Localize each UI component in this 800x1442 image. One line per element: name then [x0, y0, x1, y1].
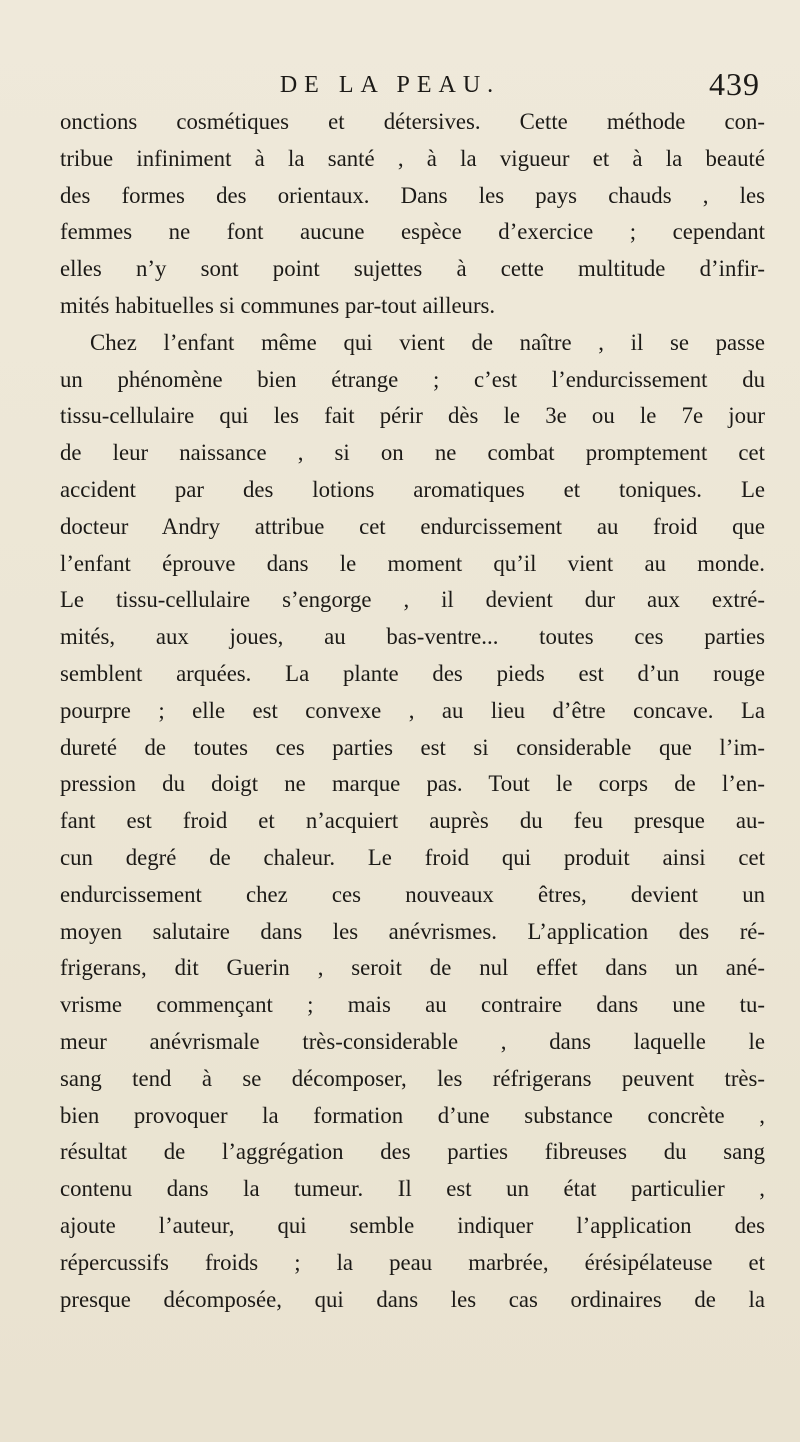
text-line: bien provoquer la formation d’une substance concrète ,: [60, 1102, 765, 1128]
text-line: endurcissement chez ces nouveaux êtres, devient un: [60, 881, 765, 907]
text-line: tribue infiniment à la santé , à la vigueur et à la beauté: [60, 145, 765, 171]
text-line: mités habituelles si communes par-tout ailleurs.: [60, 292, 496, 318]
text-line: pression du doigt ne marque pas. Tout le corps de l’en-: [60, 771, 765, 797]
text-line: un phénomène bien étrange ; c’est l’endurcissement du: [60, 366, 765, 392]
text-line: tissu-cellulaire qui les fait périr dès le 3e ou le 7e jour: [60, 403, 765, 429]
paragraph-start-line: Chez l’enfant même qui vient de naître , il se passe: [90, 329, 765, 355]
text-line: onctions cosmétiques et détersives. Cette méthode con-: [60, 109, 765, 134]
page-number: 439: [709, 66, 760, 102]
text-line: Le tissu-cellulaire s’engorge , il devient dur aux extré-: [60, 587, 765, 613]
running-head: [60, 66, 760, 106]
text-line: meur anévrismale très-considerable , dans laquelle le: [60, 1028, 765, 1054]
text-line: mités, aux joues, au bas-ventre... toutes ces parties: [60, 624, 765, 650]
text-line: accident par des lotions aromatiques et toniques. Le: [60, 476, 765, 502]
text-line: cun degré de chaleur. Le froid qui produit ainsi cet: [60, 844, 765, 870]
text-line: presque décomposée, qui dans les cas ordinaires de la: [60, 1286, 765, 1312]
text-line: elles n’y sont point sujettes à cette multitude d’infir-: [60, 256, 765, 282]
text-line: contenu dans la tumeur. Il est un état particulier ,: [60, 1176, 765, 1202]
text-line: résultat de l’aggrégation des parties fibreuses du sang: [60, 1139, 765, 1165]
text-line: ajoute l’auteur, qui semble indiquer l’application des: [60, 1212, 765, 1238]
text-line: sang tend à se décomposer, les réfrigerans peuvent très-: [60, 1065, 765, 1091]
text-line: semblent arquées. La plante des pieds est d’un rouge: [60, 660, 765, 686]
text-line: l’enfant éprouve dans le moment qu’il vient au monde.: [60, 550, 765, 576]
text-line: docteur Andry attribue cet endurcissement au froid que: [60, 513, 765, 539]
text-line: femmes ne font aucune espèce d’exercice ; cependant: [60, 219, 765, 245]
text-line: pourpre ; elle est convexe , au lieu d’être concave. La: [60, 697, 765, 723]
running-head-title: DE LA PEAU.: [279, 72, 501, 98]
text-line: dureté de toutes ces parties est si considerable que l’im-: [60, 734, 765, 760]
text-line: de leur naissance , si on ne combat promptement cet: [60, 440, 765, 466]
text-line: frigerans, dit Guerin , seroit de nul effet dans un ané-: [60, 955, 765, 981]
text-line: moyen salutaire dans les anévrismes. L’application des ré-: [60, 918, 765, 944]
text-line: des formes des orientaux. Dans les pays chauds , les: [60, 182, 765, 208]
text-line: répercussifs froids ; la peau marbrée, érésipélateuse et: [60, 1249, 765, 1275]
text-line: vrisme commençant ; mais au contraire dans une tu-: [60, 992, 765, 1018]
body-text: [60, 104, 765, 1318]
text-line: fant est froid et n’acquiert auprès du feu presque au-: [60, 808, 765, 834]
